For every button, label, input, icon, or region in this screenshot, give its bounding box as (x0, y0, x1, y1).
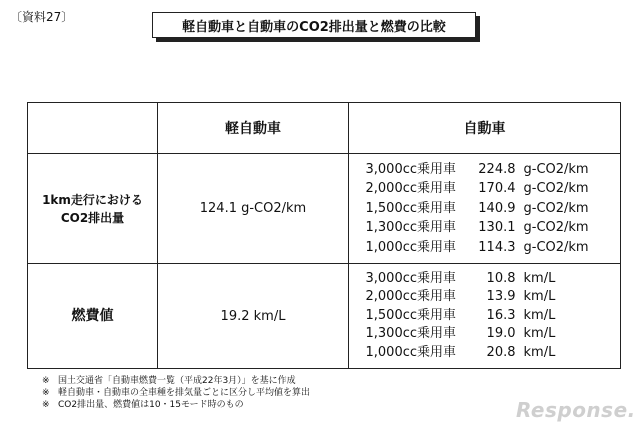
document-label: 〔資料27〕 (10, 10, 74, 24)
table-header-row (28, 103, 621, 154)
note-text: 軽自動車・自動車の全車種を排気量ごとに区分し平均値を算出 (58, 388, 311, 398)
note-mark: ※ (42, 400, 50, 410)
note-mark: ※ (42, 376, 50, 386)
note-mark: ※ (42, 388, 50, 398)
comparison-table (27, 102, 621, 369)
car-fuel-cell (349, 264, 621, 369)
row-label-line: 1km走行における (42, 192, 143, 207)
row-label-co2 (28, 154, 158, 264)
header-empty-cell (28, 103, 158, 154)
footnote (42, 375, 310, 387)
list-item: 1,500cc乗用車 140.9 g-CO2/km (365, 200, 589, 216)
car-fuel-list (349, 270, 620, 363)
list-item: 1,300cc乗用車 130.1 g-CO2/km (365, 220, 589, 236)
list-item: 1,300cc乗用車 19.0 km/L (365, 326, 556, 342)
header-car: 自動車 (349, 103, 621, 154)
car-co2-list (349, 160, 620, 258)
list-item: 1,000cc乗用車 114.3 g-CO2/km (365, 239, 589, 255)
footnote (42, 399, 310, 411)
footnote (42, 387, 310, 399)
table-row-co2 (28, 154, 621, 264)
list-item: 3,000cc乗用車 224.8 g-CO2/km (365, 161, 589, 177)
header-kei-car: 軽自動車 (158, 103, 349, 154)
list-item: 1,500cc乗用車 16.3 km/L (365, 307, 556, 323)
list-item: 2,000cc乗用車 170.4 g-CO2/km (365, 181, 589, 197)
watermark-logo: Response. (516, 398, 636, 422)
kei-fuel-value: 19.2 km/L (158, 264, 349, 369)
table-row-fuel (28, 264, 621, 369)
title-frame (152, 12, 476, 38)
kei-co2-value: 124.1 g-CO2/km (158, 154, 349, 264)
footnotes (42, 375, 310, 411)
note-text: 国土交通省「自動車燃費一覧（平成22年3月）」を基に作成 (58, 376, 296, 386)
list-item: 1,000cc乗用車 20.8 km/L (365, 344, 556, 360)
note-text: CO2排出量、燃費値は10・15モード時のもの (58, 400, 244, 410)
list-item: 3,000cc乗用車 10.8 km/L (365, 270, 556, 286)
car-co2-cell (349, 154, 621, 264)
page-title: 軽自動車と自動車のCO2排出量と燃費の比較 (152, 12, 476, 38)
row-label-line: CO2排出量 (60, 210, 125, 225)
list-item: 2,000cc乗用車 13.9 km/L (365, 289, 556, 305)
row-label-fuel: 燃費値 (28, 264, 158, 369)
